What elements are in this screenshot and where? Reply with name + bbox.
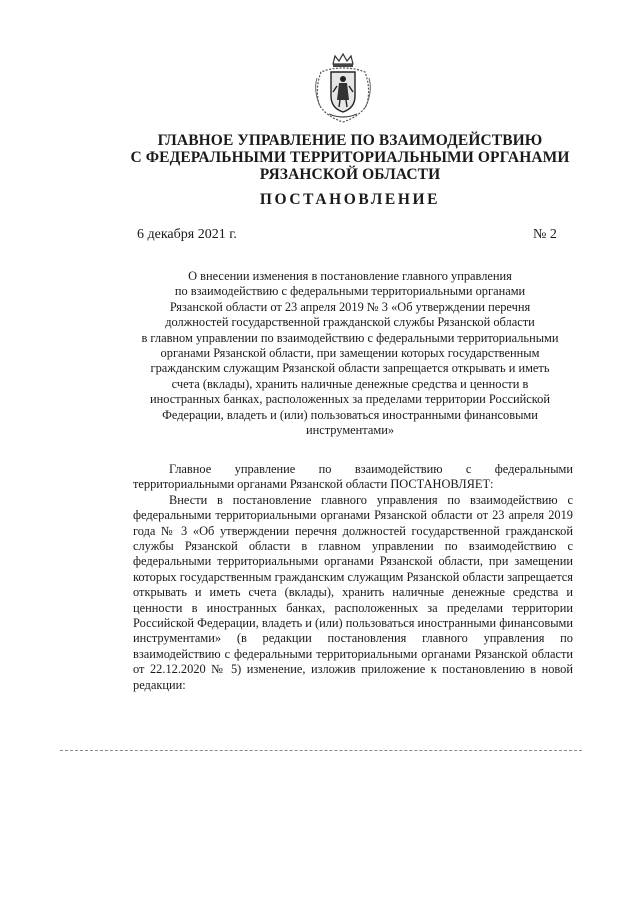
subject-line: должностей государственной гражданской службы Рязанской области	[165, 315, 535, 330]
body-paragraph-resolution: Главное управление по взаимодействию с федеральными территориальными органами Рязанской области ПОСТАНОВЛЯЕТ:	[133, 462, 573, 492]
document-subject	[130, 269, 570, 438]
body-paragraph-amendment: Внести в постановление главного управления по взаимодействию с федеральными территориальными органами Рязанской области от 23 апреля 2019 года № 3 «Об утверждении перечня должностей государственной гражданской службы Рязанской области в главном управлении по взаимодействию с федеральными территориальными органами Рязанской области, при замещении которых государственным гражданским служащим Рязанской области запрещается открывать и иметь счета (вклады), хранить наличные денежные средства и ценности в иностранных банках, расположенных за пределами территории Российской Федерации, владеть и (или) пользоваться иностранными финансовыми инструментами» (в редакции постановления главного управления по взаимодействию с федеральными территориальными органами Рязанской области от 22.12.2020 № 5) изменение, изложив приложение к постановлению в новой редакции:	[133, 492, 573, 692]
authority-line: РЯЗАНСКОЙ ОБЛАСТИ	[259, 166, 441, 183]
subject-line: в главном управлении по взаимодействию с федеральными территориальными	[141, 330, 559, 345]
document-body	[133, 462, 573, 693]
subject-line: Федерации, владеть и (или) пользоваться иностранными финансовыми	[162, 407, 538, 422]
authority-line: С ФЕДЕРАЛЬНЫМИ ТЕРРИТОРИАЛЬНЫМИ ОРГАНАМИ	[130, 149, 570, 166]
document-date: 6 декабря 2021 г.	[137, 227, 237, 242]
subject-line: гражданским служащим Рязанской области запрещается открывать и иметь	[150, 361, 550, 376]
subject-line: иностранных банках, расположенных за пределами территории Российской	[150, 392, 550, 407]
subject-line: О внесении изменения в постановление главного управления	[188, 269, 512, 283]
coat-of-arms-icon	[311, 52, 375, 124]
authority-line: ГЛАВНОЕ УПРАВЛЕНИЕ ПО ВЗАИМОДЕЙСТВИЮ	[157, 132, 543, 149]
subject-line: органами Рязанской области, при замещении которых государственным	[160, 346, 540, 361]
subject-line: по взаимодействию с федеральными территориальными органами	[174, 284, 526, 299]
document-type-title: ПОСТАНОВЛЕНИЕ	[259, 191, 441, 208]
document-number: № 2	[533, 227, 557, 242]
authority-name	[120, 132, 580, 183]
subject-line: инструментами»	[305, 423, 395, 438]
subject-line: Рязанской области от 23 апреля 2019 № 3 «Об утверждении перечня	[169, 299, 531, 314]
subject-line: счета (вклады), хранить наличные денежные средства и ценности в	[171, 376, 529, 391]
page-divider	[60, 750, 582, 751]
